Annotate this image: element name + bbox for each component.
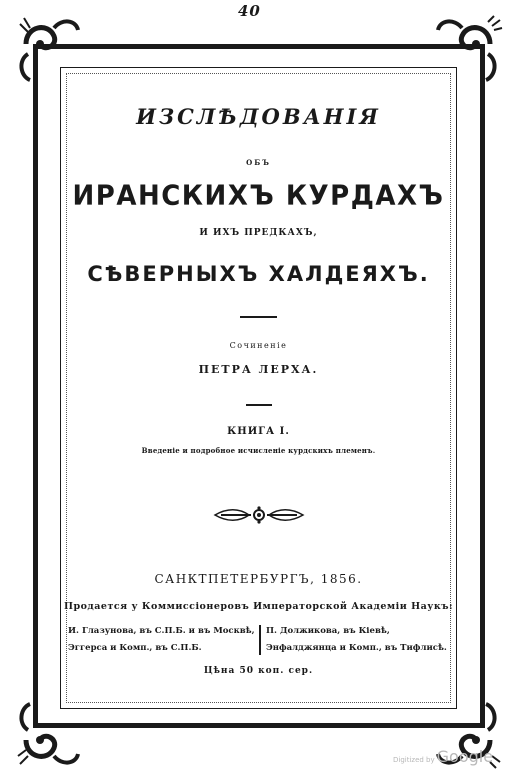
title-line-ancestors: И ИХЪ ПРЕДКАХЪ, — [199, 228, 318, 238]
title-line-northern-chaldeans: СѢВЕРНЫХЪ ХАЛДЕЯХЪ. — [87, 262, 430, 286]
imprint-city-year: САНКТПЕТЕРБУРГЪ, 1856. — [154, 572, 363, 586]
price: Цѣна 50 коп. сер. — [203, 666, 314, 676]
handwritten-page-number: 40 — [238, 2, 261, 20]
sellers-right-column — [266, 623, 456, 657]
watermark-brand: Google — [436, 747, 494, 766]
central-flourish-ornament — [213, 506, 305, 524]
title-line-research: ИЗСЛѢДОВАНІЯ — [136, 104, 381, 129]
seller-dolzhikov: П. Должикова, въ Кіевѣ, — [266, 626, 390, 636]
imprint-sold-by: Продается у Коммиссіонеровъ Императорской Академіи Наукъ: — [63, 601, 454, 612]
google-watermark — [393, 747, 493, 766]
title-divider-rule — [240, 316, 277, 318]
title-line-iranian-kurds: ИРАНСКИХЪ КУРДАХЪ — [72, 180, 445, 212]
author-name: ПЕТРА ЛЕРХА. — [198, 363, 319, 376]
corner-ornament-bottom-left — [14, 690, 86, 770]
book-description: Введеніе и подробное исчисленіе курдскихъ племенъ. — [141, 446, 376, 455]
title-line-about: ОБЪ — [246, 158, 271, 167]
seller-glazunov: И. Глазунова, въ С.П.Б. и въ Москвѣ, — [68, 626, 255, 636]
book-number: КНИГА I. — [227, 426, 290, 437]
corner-ornament-top-left — [14, 14, 84, 94]
author-divider-rule — [246, 404, 272, 406]
corner-ornament-top-right — [432, 14, 504, 94]
seller-enfaldzhyants: Энфалджянца и Комп., въ Тифлисѣ. — [266, 643, 447, 653]
sellers-left-column — [68, 623, 258, 657]
sellers-divider — [259, 625, 261, 655]
seller-eggers: Эггерса и Комп., въ С.П.Б. — [68, 643, 202, 653]
author-label: Сочиненіе — [229, 341, 288, 350]
watermark-prefix: Digitized by — [393, 756, 435, 764]
